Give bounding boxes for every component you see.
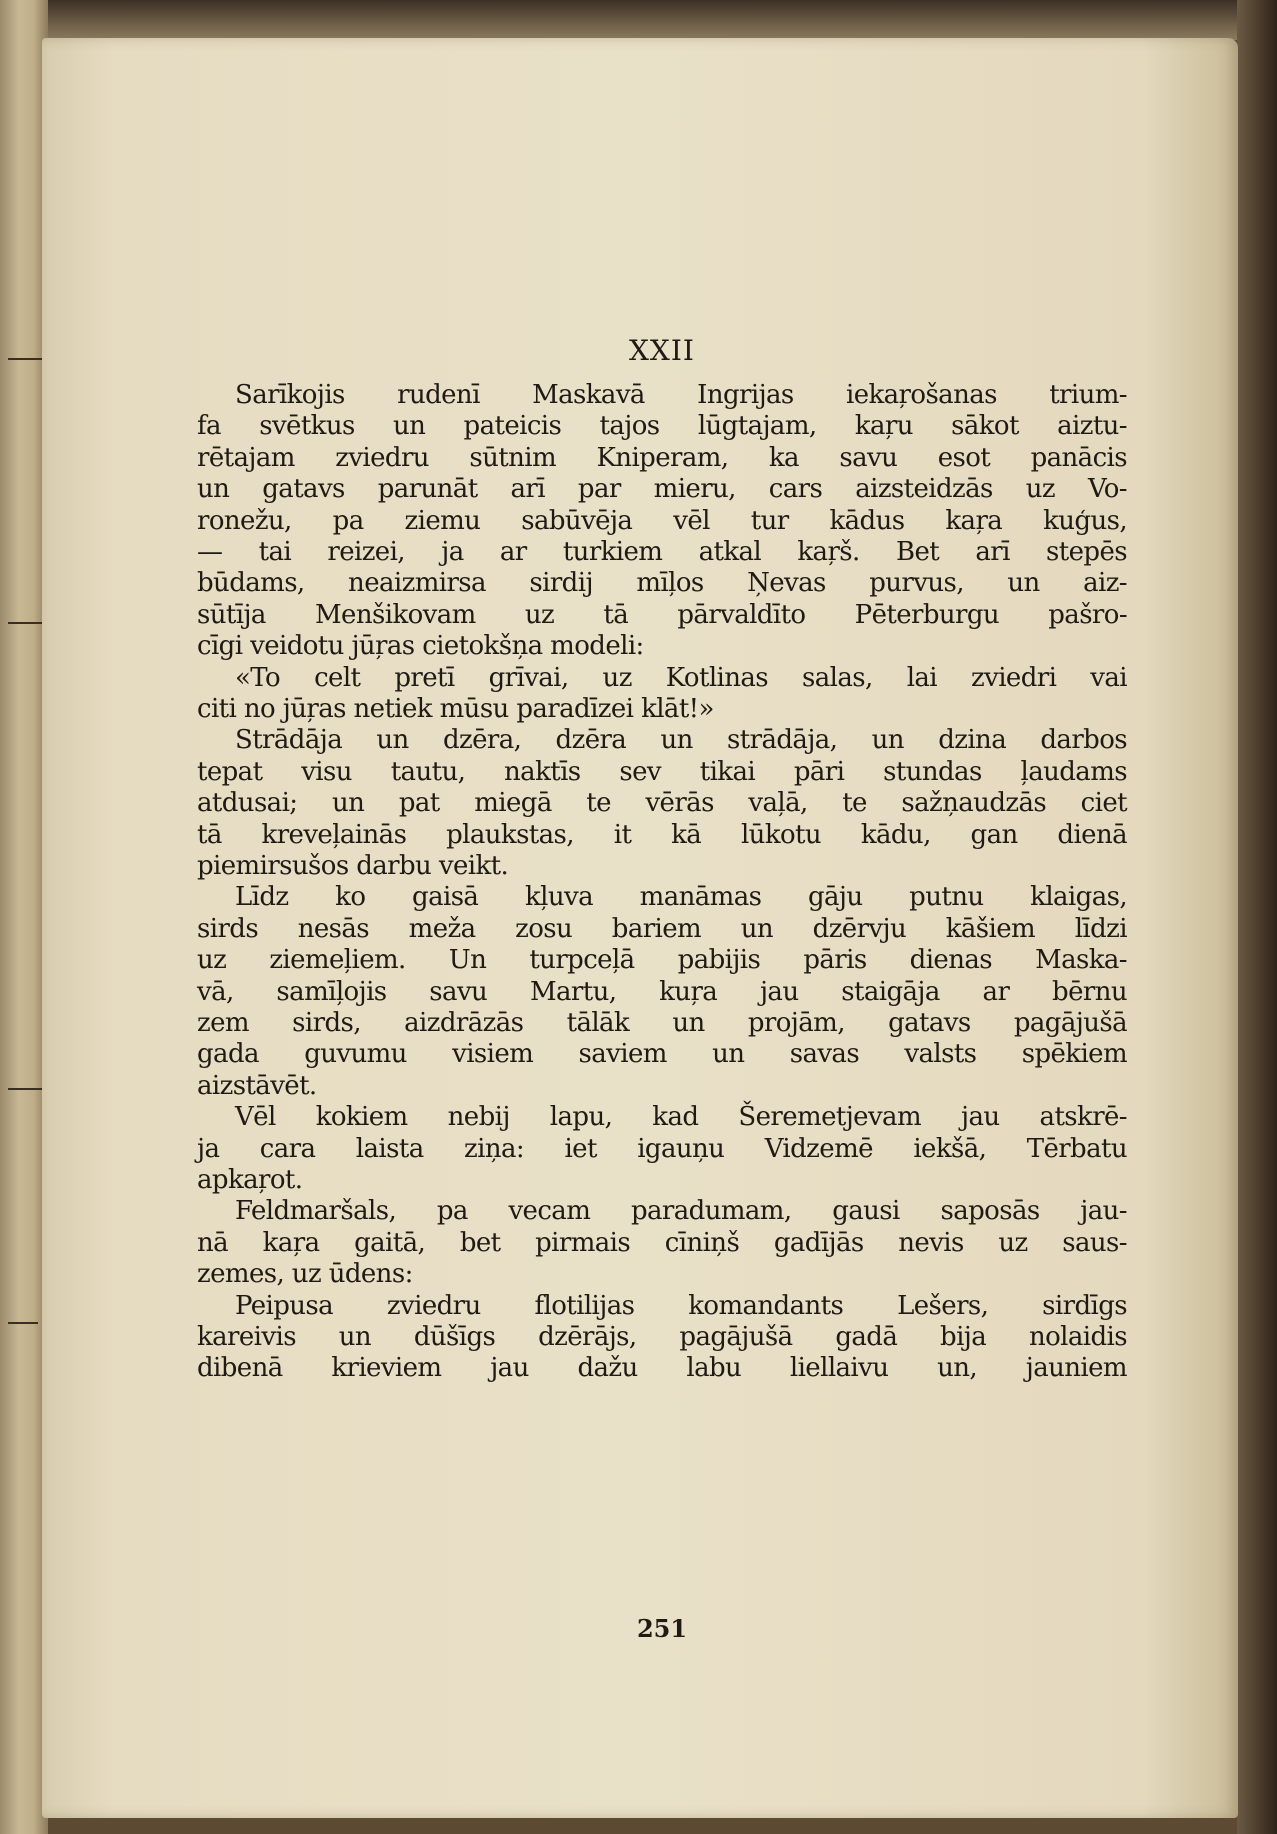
text-line: rētajam zviedru sūtnim Kniperam, ka savu esot panācis xyxy=(197,442,1127,473)
text-line: — tai reizei, ja ar turkiem atkal kaŗš. Bet arī stepēs xyxy=(197,537,1127,567)
margin-mark xyxy=(8,1322,38,1324)
text-line: uz ziemeļiem. Un turpceļā pabijis pāris dienas Maska- xyxy=(197,945,1127,976)
text-line: citi no jūŗas netiek mūsu paradīzei klāt!» xyxy=(197,694,714,724)
text-line: ronežu, pa ziemu sabūvēja vēl tur kādus kaŗa kuģus, xyxy=(197,505,1127,536)
book-page xyxy=(42,38,1238,1818)
text-line: cīgi veidotu jūŗas cietokšņa modeli: xyxy=(197,631,644,662)
text-line: aizstāvēt. xyxy=(197,1070,317,1101)
text-line: Peipusa zviedru flotilijas komandants Lešers, sirdīgs xyxy=(235,1290,1127,1321)
text-line: gada guvumu visiem saviem un savas valsts spēkiem xyxy=(197,1039,1127,1070)
text-line: zemes, uz ūdens: xyxy=(197,1259,413,1290)
text-line: zem sirds, aizdrāzās tālāk un projām, gatavs pagājušā xyxy=(197,1008,1127,1038)
text-line: Strādāja un dzēra, dzēra un strādāja, un dzina darbos xyxy=(235,725,1127,756)
text-line: «To celt pretī grīvai, uz Kotlinas salas, lai zviedri vai xyxy=(235,662,1127,693)
text-line: kareivis un dūšīgs dzērājs, pagājušā gadā bija nolaidis xyxy=(197,1322,1127,1352)
text-line: piemirsušos darbu veikt. xyxy=(197,851,509,881)
margin-mark xyxy=(8,1088,44,1090)
text-line: ja cara laista ziņa: iet igauņu Vidzemē iekšā, Tērbatu xyxy=(197,1133,1127,1164)
book-top-edge xyxy=(0,0,1277,40)
text-line: sirds nesās meža zosu bariem un dzērvju kāšiem līdzi xyxy=(197,913,1127,944)
text-line: vā, samīļojis savu Martu, kuŗa jau staigāja ar bērnu xyxy=(197,976,1127,1007)
text-line: tā kreveļainās plaukstas, it kā lūkotu kādu, gan dienā xyxy=(197,819,1127,850)
text-line: Vēl kokiem nebij lapu, kad Šeremetjevam jau atskrē- xyxy=(235,1102,1127,1133)
page-number: 251 xyxy=(636,1614,688,1643)
text-line: nā kaŗa gaitā, bet pirmais cīniņš gadījās nevis uz saus- xyxy=(197,1227,1127,1258)
margin-mark xyxy=(8,358,42,360)
text-line: fa svētkus un pateicis tajos lūgtajam, kaŗu sākot aiztu- xyxy=(197,411,1127,442)
margin-mark xyxy=(8,622,44,624)
text-line: Feldmaršals, pa vecam paradumam, gausi saposās jau- xyxy=(235,1196,1127,1227)
text-line: dibenā krieviem jau dažu labu liellaivu un, jauniem xyxy=(197,1353,1127,1384)
text-line: apkaŗot. xyxy=(197,1165,303,1195)
text-line: atdusai; un pat miegā te vērās vaļā, te sažņaudzās ciet xyxy=(197,788,1127,819)
chapter-title: XXII xyxy=(629,334,695,367)
text-line: sūtīja Menšikovam uz tā pārvaldīto Pēterburgu pašro- xyxy=(197,599,1127,630)
text-line: Sarīkojis rudenī Maskavā Ingrijas iekaŗošanas trium- xyxy=(235,380,1127,410)
text-line: būdams, neaizmirsa sirdij mīļos Ņevas purvus, un aiz- xyxy=(197,568,1127,599)
text-line: Līdz ko gaisā kļuva manāmas gāju putnu klaigas, xyxy=(235,882,1127,913)
text-line: tepat visu tautu, naktīs sev tikai pāri stundas ļaudams xyxy=(197,756,1127,787)
text-line: un gatavs parunāt arī par mieru, cars aizsteidzās uz Vo- xyxy=(197,474,1127,505)
book-right-edge xyxy=(1237,0,1277,1834)
book-left-edge xyxy=(0,0,48,1834)
